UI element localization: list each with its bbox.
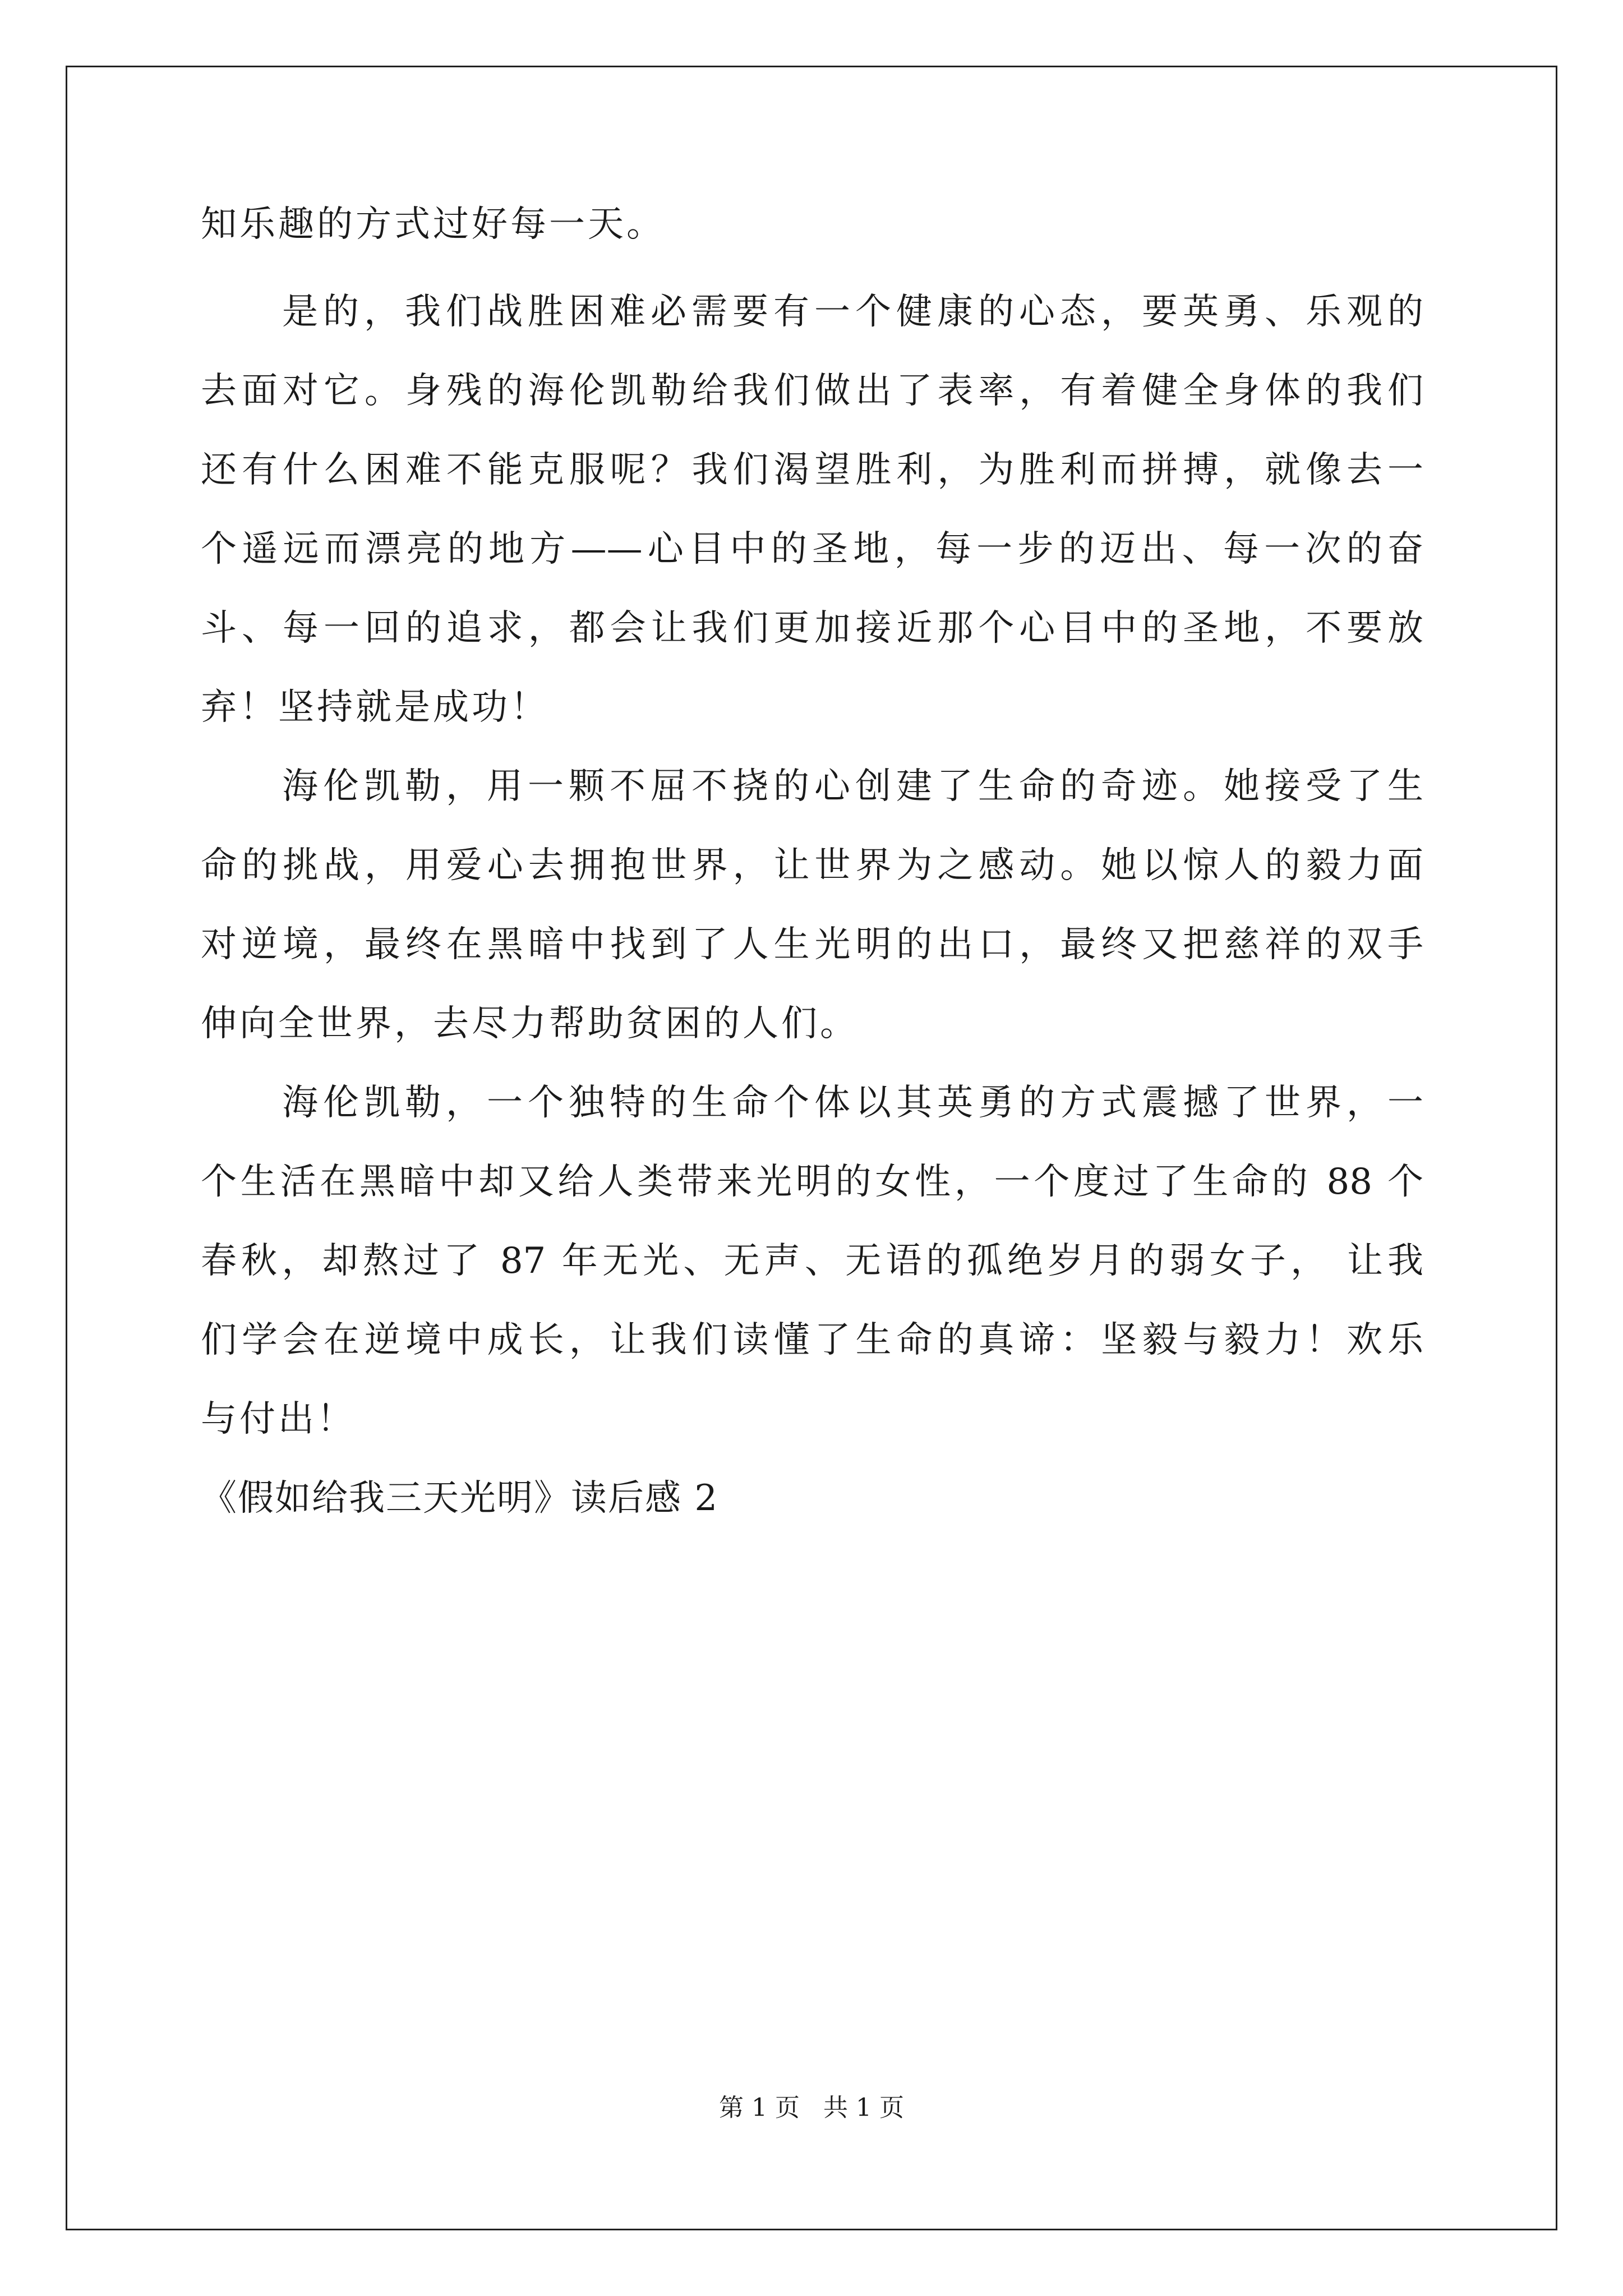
text-line: 知乐趣的方式过好每一天。: [201, 204, 665, 245]
section-heading: 《假如给我三天光明》读后感 2: [201, 1478, 719, 1519]
text-line: 去面对它。身残的海伦凯勒给我们做出了表率，有着健全身体的我们: [201, 370, 1423, 412]
text-line: 个遥远而漂亮的地方——心目中的圣地，每一步的迈出、每一次的奋: [201, 528, 1423, 570]
text-line: 还有什么困难不能克服呢？我们渴望胜利，为胜利而拼搏，就像去一: [201, 449, 1423, 491]
text-line: 命的挑战，用爱心去拥抱世界，让世界为之感动。她以惊人的毅力面: [201, 845, 1423, 886]
text-line: 伸向全世界，去尽力帮助贫困的人们。: [201, 1003, 859, 1045]
text-line: 与付出！: [201, 1398, 356, 1440]
text-line: 们学会在逆境中成长，让我们读懂了生命的真谛：坚毅与毅力！欢乐: [201, 1319, 1423, 1361]
text-line: 斗、每一回的追求，都会让我们更加接近那个心目中的圣地，不要放: [201, 608, 1423, 649]
text-line: 对逆境，最终在黑暗中找到了人生光明的出口，最终又把慈祥的双手: [201, 924, 1423, 965]
page-number-footer: 第 1 页 共 1 页: [719, 2093, 904, 2122]
text-line: 个生活在黑暗中却又给人类带来光明的女性，一个度过了生命的 88 个: [201, 1161, 1423, 1203]
text-line: 春秋，却熬过了 87 年无光、无声、无语的孤绝岁月的弱女子， 让我: [201, 1240, 1423, 1282]
paragraph-first-line: 海伦凯勒，一个独特的生命个体以其英勇的方式震撼了世界，一: [282, 1082, 1423, 1124]
text-line: 弃！坚持就是成功！: [201, 687, 549, 728]
paragraph-first-line: 是的，我们战胜困难必需要有一个健康的心态，要英勇、乐观的: [282, 291, 1423, 333]
paragraph-first-line: 海伦凯勒，用一颗不屈不挠的心创建了生命的奇迹。她接受了生: [282, 766, 1423, 807]
